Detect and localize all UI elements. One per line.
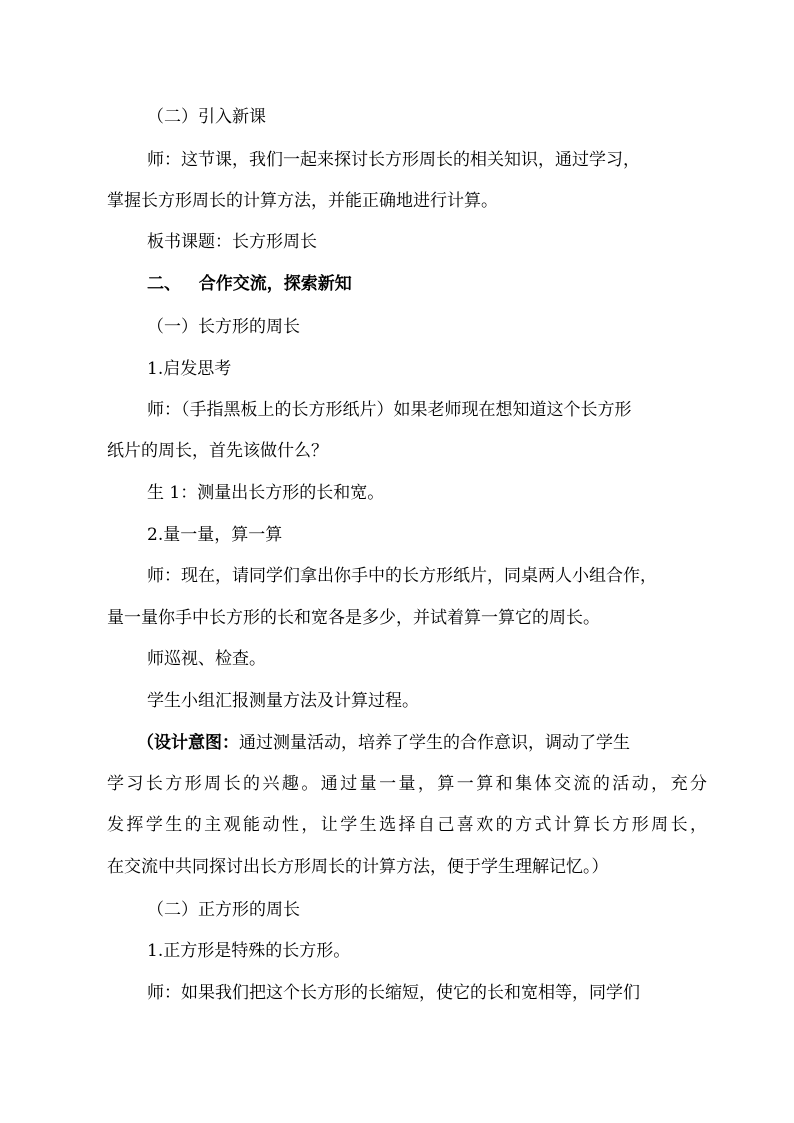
paragraph-line: 师：这节课，我们一起来探讨长方形周长的相关知识，通过学习， (147, 150, 640, 170)
paragraph-line: 学习长方形周长的兴趣。通过量一量，算一算和集体交流的活动，充分 (107, 774, 707, 794)
design-intent-line (137, 733, 707, 753)
subsection-heading: （一）长方形的周长 (147, 317, 300, 337)
step-heading: 1.启发思考 (147, 359, 232, 379)
part-heading: 二、 合作交流，探索新知 (147, 274, 352, 294)
paragraph-line: 发挥学生的主观能动性，让学生选择自己喜欢的方式计算长方形周长， (107, 815, 707, 835)
design-intent-label: （设计意图： (137, 733, 239, 753)
paragraph-line: 量一量你手中长方形的长和宽各是多少，并试着算一算它的周长。 (107, 608, 600, 628)
subsection-heading: （二）正方形的周长 (147, 900, 300, 920)
paragraph-line: 学生小组汇报测量方法及计算过程。 (147, 691, 419, 711)
paragraph-line: 师：如果我们把这个长方形的长缩短，使它的长和宽相等，同学们 (147, 983, 640, 1003)
paragraph-line: 纸片的周长，首先该做什么？ (107, 441, 328, 461)
section-heading: （二）引入新课 (147, 107, 266, 127)
step-heading: 2.量一量，算一算 (147, 525, 283, 545)
student-answer: 生 1：测量出长方形的长和宽。 (147, 483, 385, 503)
paragraph-line: 师巡视、检查。 (147, 649, 266, 669)
step-heading: 1.正方形是特殊的长方形。 (147, 941, 351, 961)
paragraph-line: 掌握长方形周长的计算方法，并能正确地进行计算。 (107, 191, 498, 211)
board-title: 板书课题：长方形周长 (147, 232, 317, 252)
paragraph-line: 师：（手指黑板上的长方形纸片）如果老师现在想知道这个长方形 (147, 400, 632, 420)
paragraph-line: 在交流中共同探讨出长方形周长的计算方法，便于学生理解记忆。） (107, 857, 609, 877)
paragraph-line: 师：现在，请同学们拿出你手中的长方形纸片，同桌两人小组合作， (147, 566, 657, 586)
design-intent-text: 通过测量活动，培养了学生的合作意识，调动了学生 (239, 733, 630, 753)
